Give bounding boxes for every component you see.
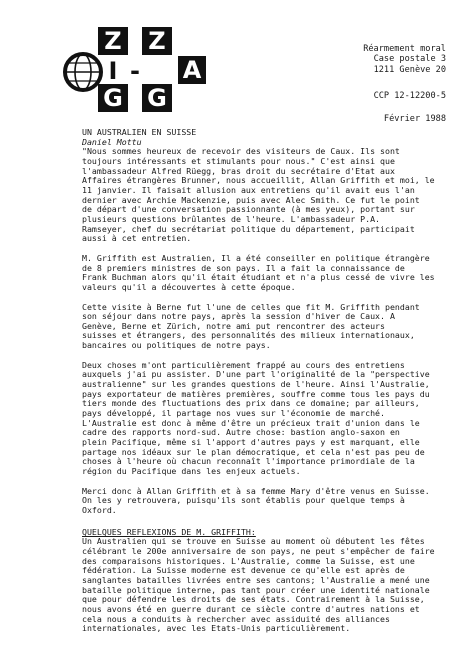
paragraph [82,487,457,516]
text-line: Ramseyer, chef du secrétariat politique du département, participait [82,223,415,234]
text-line: cadre des rapports nord-sud. Autre chose: bastion anglo-saxon en [82,427,400,438]
text-line: nous avons été en guerre durant ce siècle contre d'autres nations et [82,603,420,614]
text-line: Affaires étrangères Brunner, nous accueillit, Allan Griffith et moi, le [82,175,435,186]
text-line: auxquels j'ai pu assister. D'une part l'originalité de la "perspective [82,369,430,380]
text-line: internationales, avec les Etats-Unis particulièrement. [82,623,351,634]
text-line: de départ d'une conversation passionnante (à mes yeux), portant sur [82,204,415,215]
text-line: fédération. La Suisse moderne est devenue ce qu'elle est après de [82,565,405,576]
text-line: bancaires ou politiques de notre pays. [82,340,271,351]
section-title: QUELQUES REFLEXIONS DE M. GRIFFITH: [82,526,256,537]
logo-letter: G [147,84,167,112]
paragraph [82,303,457,351]
letter-date: Février 1988 [383,114,446,124]
text-line: région du Pacifique dans les enjeux actuels. [82,466,301,476]
paragraph [82,361,457,477]
text-line: bataille politique interne, pas tant pour créer une identité nationale [82,584,430,595]
text-line: "Nous sommes heureux de recevoir des visiteurs de Caux. Ils sont [82,146,400,157]
text-line: Genève, Berne et Zürich, notre ami put rencontrer des acteurs [82,320,385,331]
postal-address [316,44,446,75]
text-line: plusieurs questions brûlantes de l'heure. L'ambassadeur P.A. [82,213,381,224]
text-line: L'Australie est donc à même d'être un précieux trait d'union dans le [82,417,420,428]
logo-letter: A [182,56,202,84]
text-line: Merci donc à Allan Griffith et à sa femme Mary d'être venus en Suisse. [82,485,430,496]
article-title: UN AUSTRALIEN EN SUISSE [82,127,197,137]
text-line: Cette visite à Berne fut l'une de celles que fit M. Griffith pendant [82,301,420,312]
text-line: aussi à cet entretien. [82,233,192,244]
address-line: Réarmement moral [363,44,446,54]
text-line: pays exportateur de matières premières, souffre comme tous les pays du [82,388,430,399]
text-line: que pour défendre les droits de ses états. Contrairement à la Suisse, [82,594,425,605]
logo-letter: G [103,84,123,112]
text-line: partage nos idéaux sur le plan démocratique, et cela n'est pas peu de [82,446,425,457]
text-line: des comparaisons historiques. L'Australie, comme la Suisse, est une [82,555,415,566]
paragraph [82,147,457,244]
text-line: M. Griffith est Australien, Il a été conseiller en politique étrangère [82,252,430,263]
text-line: dernier avec Archie Mackenzie, puis avec Alec Smith. Ce fut le point [82,194,420,205]
text-line: choses à l'heure où chacun reconnaît l'importance primordiale de la [82,456,415,467]
logo-dash: - [130,57,140,85]
ccp-number: CCP 12-12200-5 [373,91,446,101]
text-line: 11 janvier. Il faisait allusion aux entretiens qu'il avait eus l'an [82,184,415,195]
section-text [82,537,457,634]
text-line: On les y retrouvera, puisqu'ils sont établis pour quelque temps à [82,495,405,506]
article-body [82,128,457,634]
address-line: Case postale 3 [373,54,446,65]
text-line: sanglantes batailles livrées entre ses cantons; l'Australie a mené une [82,574,430,585]
text-line: plein Pacifique, même si l'apport d'autres pays y est marquant, elle [82,437,420,448]
text-line: cela nous a conduits à rechercher avec assiduité des alliances [82,613,390,624]
text-line: célébrant le 200e anniversaire de son pays, ne peut s'empêcher de faire [82,545,435,556]
logo-letter: Z [104,27,122,55]
text-line: toujours intéressants et stimulants pour nous." C'est ainsi que [82,155,395,166]
text-line: Oxford. [82,504,117,515]
zigzag-logo [58,22,208,118]
address-line: 1211 Genève 20 [373,64,446,75]
text-line: Un Australien qui se trouve en Suisse au moment où débutent les fêtes [82,536,425,547]
text-line: de 8 premiers ministres de son pays. Il a fait la connaissance de [82,262,405,273]
text-line: son séjour dans notre pays, après la session d'hiver de Caux. A [82,311,395,322]
text-line: l'ambassadeur Alfred Rüegg, bras droit du secrétaire d'Etat aux [82,165,395,176]
globe-icon [65,54,101,90]
text-line: Frank Buchman alors qu'il était étudiant et n'a plus cessé de vivre les [82,272,435,283]
text-line: tiers monde des fluctuations des prix dans ce domaine; par ailleurs, [82,398,420,409]
text-line: valeurs qu'il a découvertes à cette époque. [82,281,296,292]
text-line: Deux choses m'ont particulièrement frappé au cours des entretiens [82,359,405,370]
text-line: suisses et étrangers, des personnalités des milieux internationaux, [82,330,415,341]
logo-letter: I [108,57,118,85]
text-line: pays développé, il partage nos vues sur l'économie de marché. [82,408,385,419]
paragraph [82,254,457,293]
text-line: australienne" sur les grandes questions de l'heure. Ainsi l'Australie, [82,379,430,390]
article-author: Daniel Mottu [82,136,142,147]
logo-letter: Z [148,27,166,55]
